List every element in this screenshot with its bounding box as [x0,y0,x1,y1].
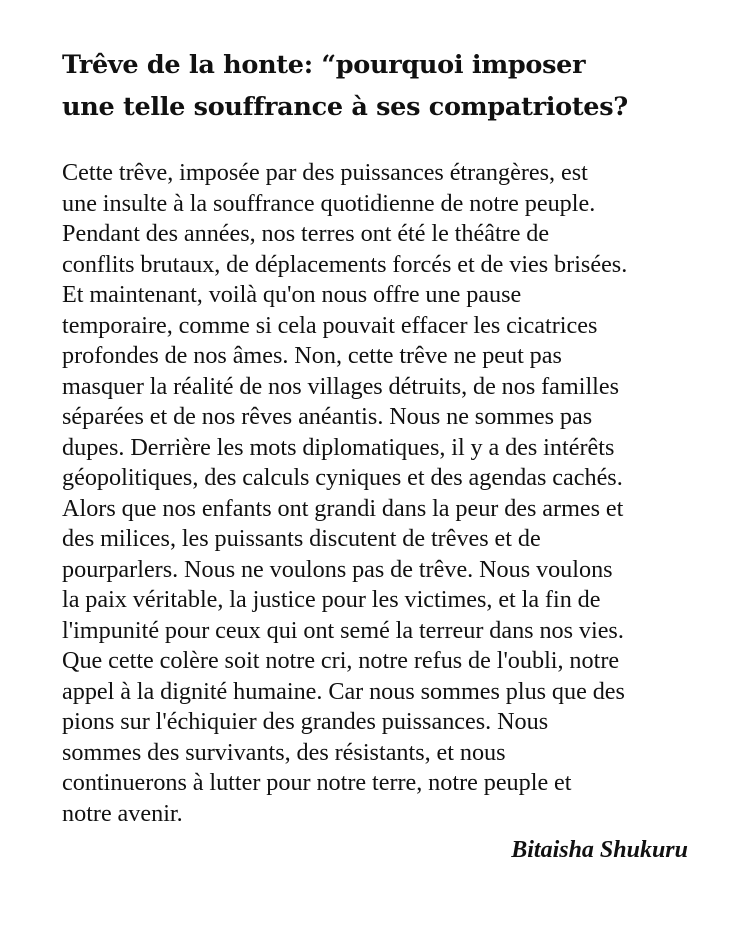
body-line: appel à la dignité humaine. Car nous sommes plus que des [62,677,625,705]
body-line: une insulte à la souffrance quotidienne de notre peuple. [62,189,596,217]
body-line: Pendant des années, nos terres ont été le théâtre de [62,220,550,247]
body-line: continuerons à lutter pour notre terre, notre peuple et [62,769,572,796]
body-line: Et maintenant, voilà qu'on nous offre une pause [62,281,522,308]
title-line: Trêve de la honte: “pourquoi imposer [62,50,586,80]
article-title [62,44,722,128]
article-body [62,158,712,829]
body-line: dupes. Derrière les mots diplomatiques, il y a des intérêts [62,433,615,461]
title-line: une telle souffrance à ses compatriotes? [62,92,628,122]
body-line: géopolitiques, des calculs cyniques et des agendas cachés. [62,464,623,491]
body-line: notre avenir. [62,799,183,827]
author-signature: Bitaisha Shukuru [511,837,688,863]
body-line: des milices, les puissants discutent de trêves et de [62,525,541,552]
body-line: Alors que nos enfants ont grandi dans la peur des armes et [62,494,624,522]
body-line: pions sur l'échiquier des grandes puissances. Nous [62,708,549,735]
body-line: l'impunité pour ceux qui ont semé la terreur dans nos vies. [62,616,624,644]
body-line: Que cette colère soit notre cri, notre refus de l'oubli, notre [62,647,620,674]
body-line: conflits brutaux, de déplacements forcés et de vies brisées. [62,250,628,278]
body-line: séparées et de nos rêves anéantis. Nous ne sommes pas [62,403,593,430]
body-line: sommes des survivants, des résistants, et nous [62,738,506,766]
body-line: temporaire, comme si cela pouvait effacer les cicatrices [62,311,598,339]
body-line: profondes de nos âmes. Non, cette trêve ne peut pas [62,342,562,369]
body-line: masquer la réalité de nos villages détruits, de nos familles [62,372,620,400]
body-line: pourparlers. Nous ne voulons pas de trêve. Nous voulons [62,555,613,583]
body-line: la paix véritable, la justice pour les victimes, et la fin de [62,586,601,613]
body-line: Cette trêve, imposée par des puissances étrangères, est [62,159,588,186]
